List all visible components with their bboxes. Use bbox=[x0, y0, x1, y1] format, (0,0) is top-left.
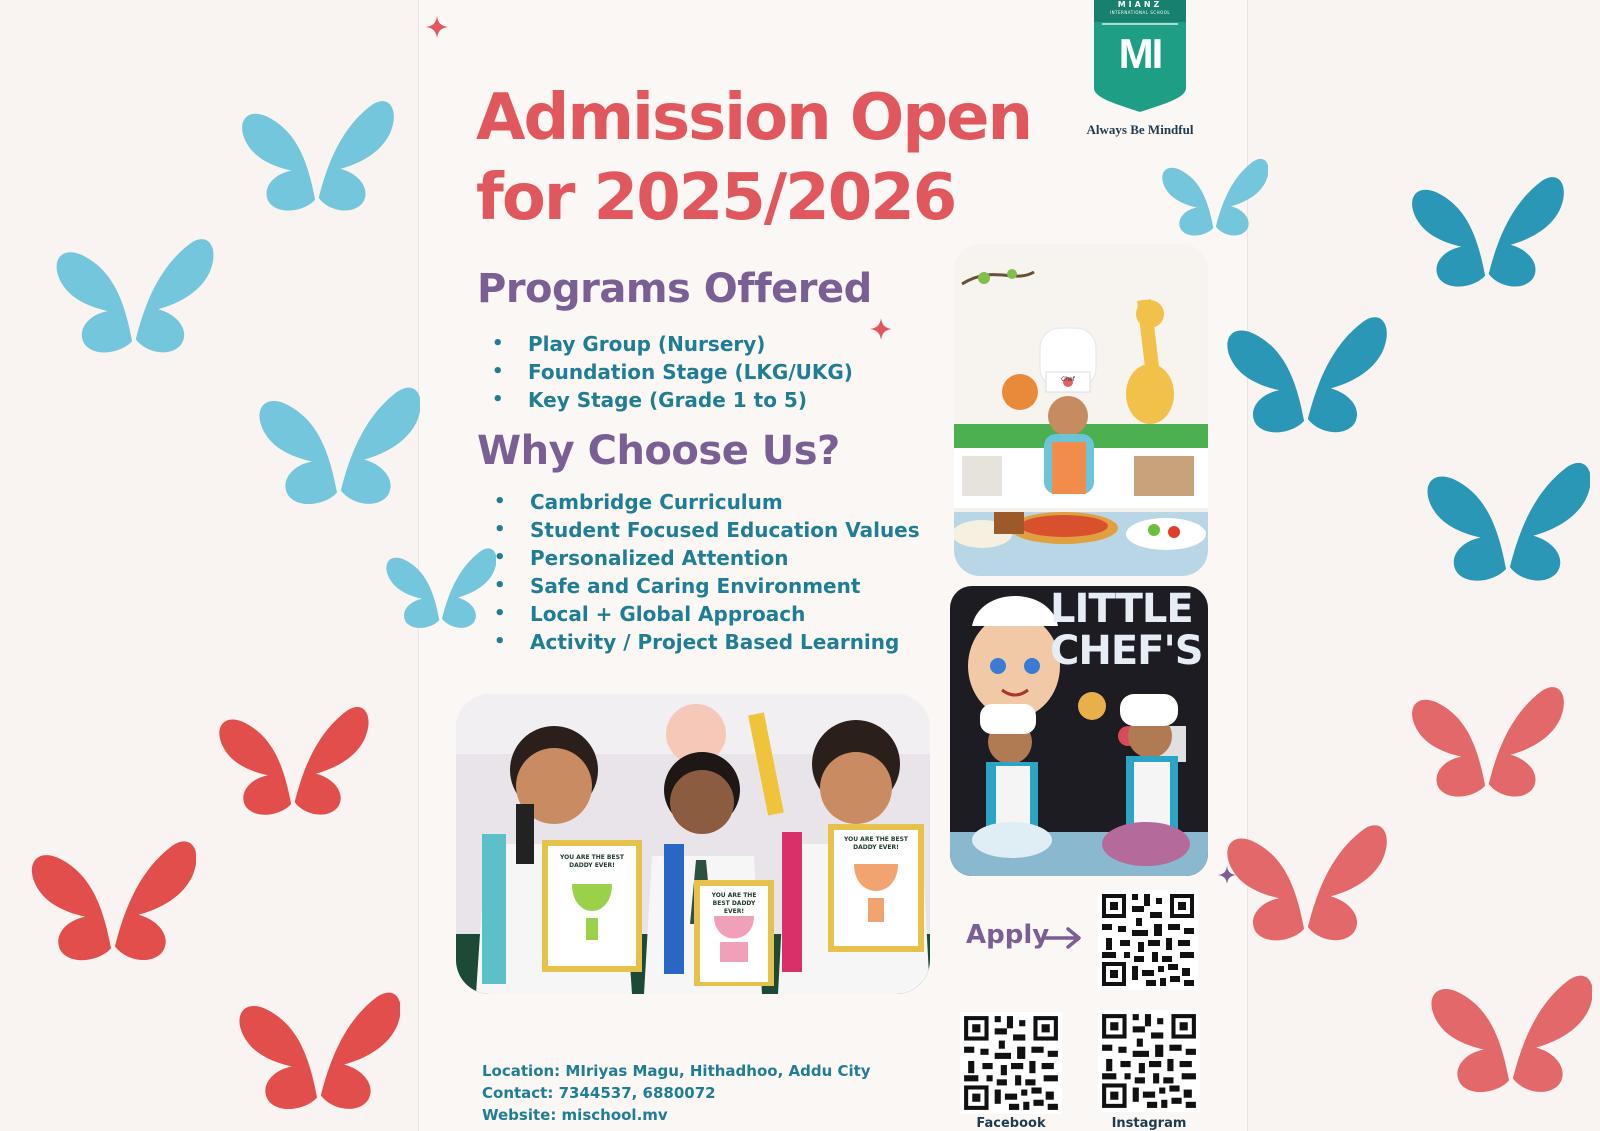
programs-list bbox=[492, 330, 853, 414]
facebook-qr-code[interactable] bbox=[960, 1012, 1062, 1114]
apply-label: Apply bbox=[966, 920, 1050, 950]
butterfly-icon bbox=[1402, 684, 1570, 802]
why-item: • Safe and Caring Environment bbox=[494, 572, 920, 600]
why-choose-list bbox=[494, 488, 920, 656]
why-item: • Local + Global Approach bbox=[494, 600, 920, 628]
programs-title: Programs Offered bbox=[477, 266, 872, 312]
butterfly-icon bbox=[1222, 314, 1388, 438]
sparkle-icon bbox=[1218, 866, 1236, 884]
instagram-qr-code[interactable] bbox=[1098, 1010, 1200, 1112]
butterfly-icon bbox=[1160, 146, 1268, 250]
photo-kids-cards bbox=[456, 694, 930, 994]
school-brand-subtitle: INTERNATIONAL SCHOOL bbox=[1109, 10, 1171, 15]
program-item: • Play Group (Nursery) bbox=[492, 330, 853, 358]
program-item: • Key Stage (Grade 1 to 5) bbox=[492, 386, 853, 414]
butterfly-icon bbox=[1222, 822, 1388, 946]
chef-hat-label: Chef bbox=[1061, 376, 1075, 383]
admission-headline bbox=[476, 78, 1056, 238]
butterfly-icon bbox=[28, 838, 196, 966]
butterfly-icon bbox=[208, 704, 376, 820]
butterfly-icon bbox=[1428, 968, 1592, 1102]
why-item: • Activity / Project Based Learning bbox=[494, 628, 920, 656]
photo-chef-pizza bbox=[954, 244, 1208, 576]
why-item: • Student Focused Education Values bbox=[494, 516, 920, 544]
butterfly-icon bbox=[1424, 456, 1590, 590]
butterfly-icon bbox=[50, 236, 216, 358]
butterfly-icon bbox=[1402, 174, 1570, 292]
headline-line-2: for 2025/2026 bbox=[476, 161, 956, 235]
card-text-1: YOU ARE THE BEST DADDY EVER! bbox=[559, 854, 625, 869]
butterfly-icon bbox=[256, 380, 420, 514]
little-chefs-sign: LITTLE CHEF'S bbox=[1050, 586, 1203, 674]
why-item: • Cambridge Curriculum bbox=[494, 488, 920, 516]
arrow-right-icon bbox=[1044, 926, 1084, 950]
card-text-2: YOU ARE THE BEST DADDY EVER! bbox=[711, 892, 757, 915]
sparkle-icon bbox=[870, 318, 892, 340]
headline-line-1: Admission Open bbox=[476, 81, 1032, 155]
program-item: • Foundation Stage (LKG/UKG) bbox=[492, 358, 853, 386]
butterfly-icon bbox=[236, 984, 400, 1120]
contact-phone: Contact: 7344537, 6880072 bbox=[482, 1084, 716, 1102]
sparkle-icon bbox=[426, 16, 448, 38]
photo-little-chefs bbox=[950, 586, 1208, 876]
school-brand-name: MIANZ bbox=[1117, 0, 1163, 9]
why-choose-title: Why Choose Us? bbox=[477, 428, 840, 474]
school-monogram: MI bbox=[1118, 30, 1162, 77]
facebook-label: Facebook bbox=[976, 1116, 1046, 1131]
why-item: • Personalized Attention bbox=[494, 544, 920, 572]
apply-qr-code[interactable] bbox=[1098, 890, 1198, 990]
card-text-3: YOU ARE THE BEST DADDY EVER! bbox=[843, 836, 909, 851]
contact-website: Website: mischool.mv bbox=[482, 1106, 668, 1124]
instagram-label: Instagram bbox=[1111, 1116, 1187, 1131]
butterfly-icon bbox=[384, 534, 496, 644]
butterfly-icon bbox=[232, 98, 400, 216]
contact-location: Location: MIriyas Magu, Hithadhoo, Addu City bbox=[482, 1062, 871, 1080]
school-tagline: Always Be Mindful bbox=[1086, 122, 1194, 137]
